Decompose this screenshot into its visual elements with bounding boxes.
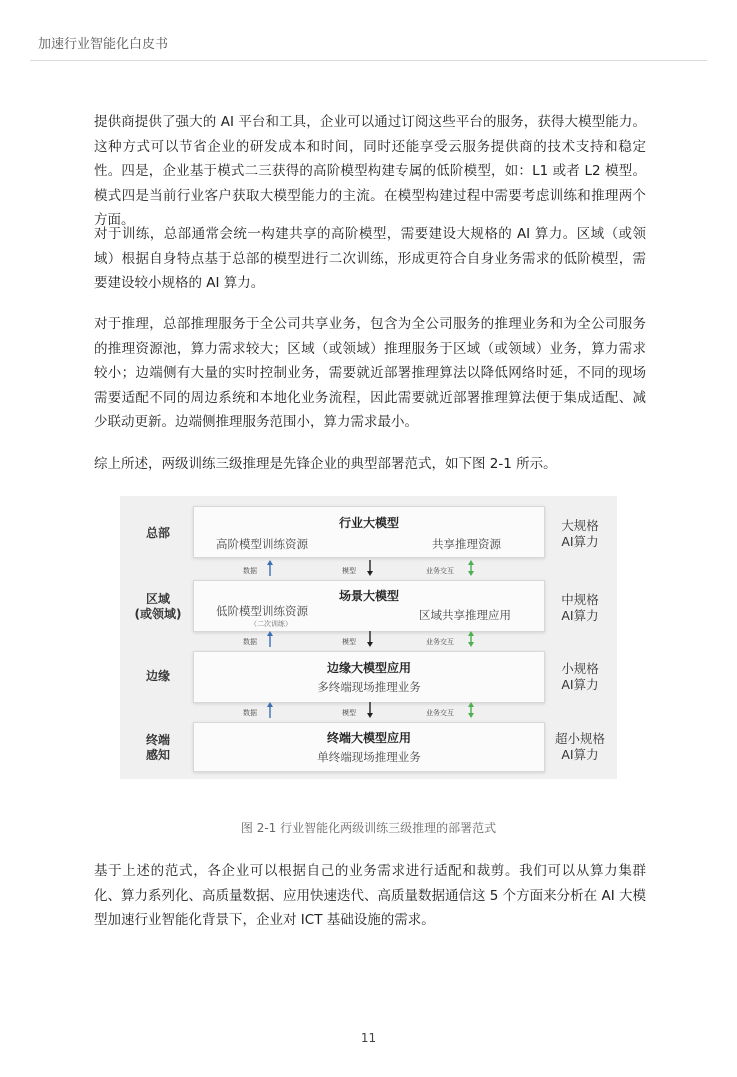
tier-label-edge — [123, 669, 193, 684]
box-center-text: 单终端现场推理业务 — [317, 750, 421, 764]
up-arrow-icon — [266, 702, 274, 718]
tier-label-region — [123, 592, 193, 622]
arrow-label-model: 模型 — [342, 709, 356, 717]
scale-label-region — [544, 592, 616, 624]
up-arrow-icon — [266, 560, 274, 576]
tier-box-terminal — [193, 722, 545, 772]
header-title: 加速行业智能化白皮书 — [38, 37, 169, 52]
arrow-label-interaction: 业务交互 — [426, 638, 454, 646]
tier-box-hq — [193, 506, 545, 558]
down-arrow-icon — [366, 702, 374, 718]
arrow-label-model: 模型 — [342, 567, 356, 575]
paragraph-5: 基于上述的范式，各企业可以根据自己的业务需求进行适配和裁剪。我们可以从算力集群化、算力系列化、高质量数据、应用快速迭代、高质量数据通信这 5 个方面来分析在 AI 大模型加速行业智能化背景下，企业对 ICT 基础设施的需求。 — [94, 863, 646, 928]
header-divider — [30, 60, 707, 61]
tier-label-line: 感知 — [145, 748, 170, 762]
arrow-label-interaction: 业务交互 — [426, 567, 454, 575]
scale-line: 超小规格 — [554, 731, 605, 746]
scale-line: AI算力 — [561, 677, 599, 692]
box-right-text: 共享推理资源 — [432, 537, 501, 551]
tier-label-hq — [123, 526, 193, 541]
deployment-diagram — [120, 496, 617, 779]
box-left-text: 低阶模型训练资源 — [216, 604, 308, 618]
arrow-label-data: 数据 — [243, 709, 257, 717]
scale-label-hq — [544, 518, 616, 550]
paragraph-2: 对于训练，总部通常会统一构建共享的高阶模型，需要建设大规格的 AI 算力。区域（或领域）根据自身特点基于总部的模型进行二次训练，形成更符合自身业务需求的低阶模型，需要建设较小规格的 AI 算力。 — [94, 226, 646, 291]
up-arrow-icon — [266, 631, 274, 647]
tier-label-line: 总部 — [145, 526, 170, 540]
page-number: 11 — [360, 1031, 377, 1045]
arrow-label-data: 数据 — [243, 567, 257, 575]
tier-label-line: 终端 — [145, 733, 170, 747]
tier-box-region — [193, 580, 545, 632]
box-right-text: 区域共享推理应用 — [419, 608, 511, 622]
tier-label-line: (或领域) — [134, 607, 182, 621]
down-arrow-icon — [366, 560, 374, 576]
box-title: 终端大模型应用 — [326, 731, 411, 745]
paragraph-3: 对于推理，总部推理服务于全公司共享业务，包含为全公司服务的推理业务和为全公司服务的推理资源池，算力需求较大；区域（或领域）推理服务于区域（或领域）业务，算力需求较小；边端侧有大量的实时控制业务，需要就近部署推理算法以降低网络时延，不同的现场需要适配不同的周边系统和本地化业务流程，因此需要就近部署推理算法便于集成适配、减少联动更新。边端侧推理服务范围小，算力需求最小。 — [94, 316, 646, 430]
arrow-label-data: 数据 — [243, 638, 257, 646]
scale-line: AI算力 — [561, 747, 599, 762]
tier-box-edge — [193, 651, 545, 703]
box-left-text: 高阶模型训练资源 — [216, 537, 308, 551]
tier-label-line: 边缘 — [145, 669, 170, 683]
box-center-text: 多终端现场推理业务 — [317, 680, 421, 694]
scale-label-edge — [544, 661, 616, 693]
scale-label-terminal — [544, 731, 616, 763]
tier-label-line: 区域 — [145, 592, 170, 606]
arrow-label-model: 模型 — [342, 638, 356, 646]
box-title: 边缘大模型应用 — [326, 661, 411, 675]
scale-line: 小规格 — [561, 661, 599, 676]
scale-line: 中规格 — [561, 592, 599, 607]
paragraph-4: 综上所述，两级训练三级推理是先锋企业的典型部署范式，如下图 2-1 所示。 — [94, 456, 557, 472]
box-sub-text: （二次训练） — [250, 620, 292, 628]
down-arrow-icon — [366, 631, 374, 647]
paragraph-1: 提供商提供了强大的 AI 平台和工具，企业可以通过订阅这些平台的服务，获得大模型能力。这种方式可以节省企业的研发成本和时间，同时还能享受云服务提供商的技术支持和稳定性。四是，企业基于模式二三获得的高阶模型构建专属的低阶模型，如：L1 或者 L2 模型。模式四是当前行业客户获取大模型能力的主流。在模型构建过程中需要考虑训练和推理两个方面。 — [94, 114, 646, 228]
tier-label-terminal — [123, 733, 193, 763]
box-title: 场景大模型 — [338, 589, 399, 603]
bidirectional-arrow-icon — [467, 560, 475, 576]
box-title: 行业大模型 — [338, 516, 399, 530]
scale-line: AI算力 — [561, 534, 599, 549]
figure-caption: 图 2-1 行业智能化两级训练三级推理的部署范式 — [240, 821, 497, 835]
arrow-label-interaction: 业务交互 — [426, 709, 454, 717]
bidirectional-arrow-icon — [467, 702, 475, 718]
scale-line: 大规格 — [561, 518, 599, 533]
scale-line: AI算力 — [561, 608, 599, 623]
bidirectional-arrow-icon — [467, 631, 475, 647]
